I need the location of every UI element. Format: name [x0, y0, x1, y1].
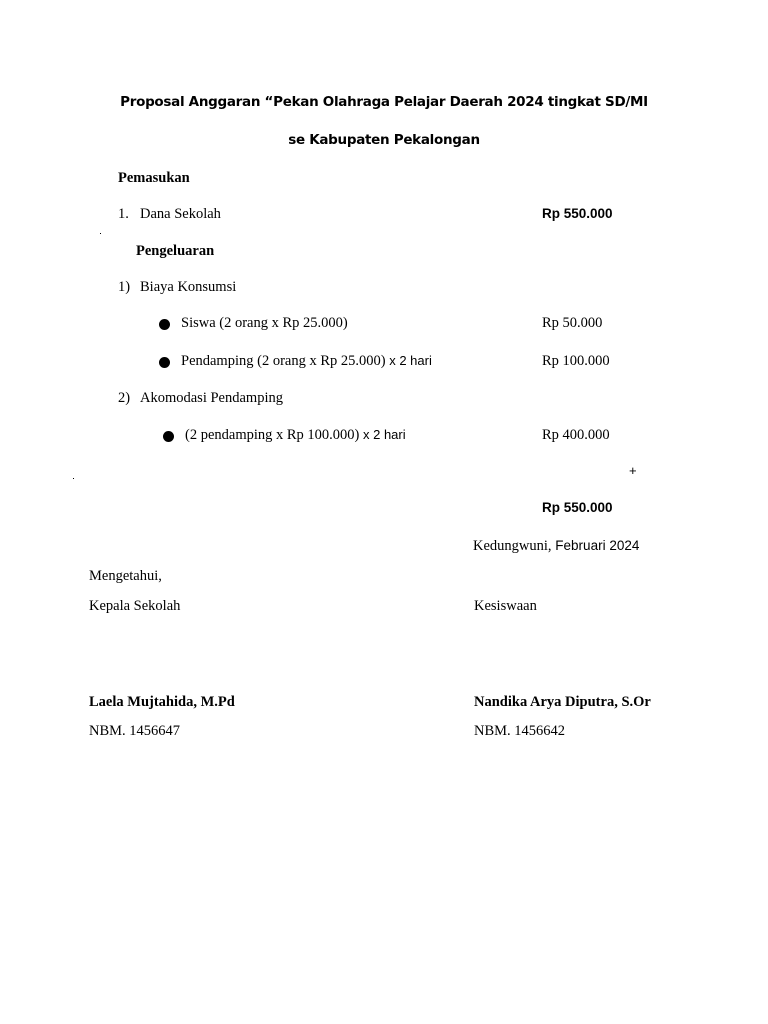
acknowledge-label: Mengetahui,: [89, 568, 162, 584]
left-signer-role: Kepala Sekolah: [89, 598, 181, 614]
right-signer-id: NBM. 1456642: [474, 723, 566, 739]
bullet-icon: [159, 357, 170, 368]
place-date-month: Februari 2024: [551, 538, 640, 553]
place-date: [473, 539, 639, 554]
expense-item-amount: Rp 100.000: [542, 353, 610, 369]
right-signer-role: Kesiswaan: [474, 598, 537, 614]
expense-total: Rp 550.000: [542, 500, 613, 515]
expense-item-amount: Rp 50.000: [542, 315, 603, 331]
income-item-label: Dana Sekolah: [140, 206, 221, 222]
bullet-icon: [159, 319, 170, 330]
document-title: Proposal Anggaran “Pekan Olahraga Pelajar Daerah 2024 tingkat SD/MI: [120, 94, 648, 110]
expense-group-label: Biaya Konsumsi: [140, 279, 237, 295]
income-item-number: 1.: [118, 206, 129, 222]
expenses-heading: Pengeluaran: [136, 243, 215, 259]
expense-group-label: Akomodasi Pendamping: [140, 390, 283, 406]
expense-item-label: Pendamping (2 orang x Rp 25.000): [181, 353, 386, 369]
place-date-city: Kedungwuni,: [473, 538, 552, 554]
expense-item-label: Siswa (2 orang x Rp 25.000): [181, 315, 348, 331]
stray-mark: [100, 233, 101, 234]
document-subtitle: se Kabupaten Pekalongan: [288, 132, 480, 148]
expense-item-suffix: x 2 hari: [385, 353, 432, 368]
expense-group-number: 2): [118, 390, 131, 406]
right-signer-name: Nandika Arya Diputra, S.Or: [474, 694, 651, 710]
expense-item-suffix: x 2 hari: [359, 427, 406, 442]
expense-group-number: 1): [118, 279, 131, 295]
left-signer-id: NBM. 1456647: [89, 723, 181, 739]
expense-item: [181, 354, 432, 369]
income-item-amount: Rp 550.000: [542, 206, 613, 221]
expense-item: [181, 316, 348, 331]
expense-item-amount: Rp 400.000: [542, 427, 610, 443]
sum-sign: +: [629, 463, 637, 478]
expense-item: [185, 428, 406, 443]
stray-mark: [73, 478, 74, 479]
bullet-icon: [163, 431, 174, 442]
left-signer-name: Laela Mujtahida, M.Pd: [89, 694, 235, 710]
expense-item-label: (2 pendamping x Rp 100.000): [185, 427, 360, 443]
income-heading: Pemasukan: [118, 170, 190, 186]
